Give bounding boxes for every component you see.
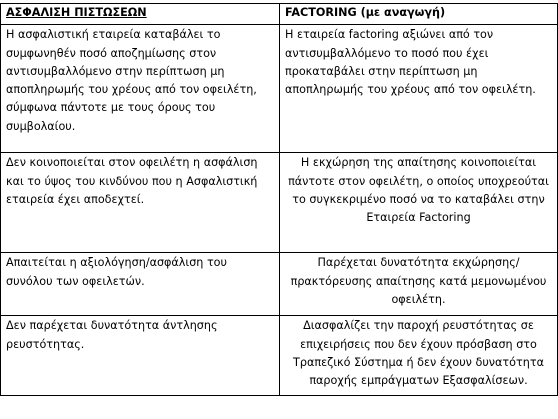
- table-row: [1, 316, 558, 396]
- table-cell-insurance: Δεν παρέχεται δυνατότητα άντλησης ρευστότητας.: [1, 316, 280, 396]
- table-cell-insurance: Η ασφαλιστική εταιρεία καταβάλει το συμφωνηθέν ποσό αποζημίωσης στον αντισυμβαλλόμενο στην περίπτωση μη αποπληρωμής του χρέους από τον οφειλέτη, σύμφωνα πάντοτε με τους όρους του συμβολαίου.: [1, 25, 280, 153]
- table-cell-factoring: Η εταιρεία factoring αξιώνει από τον αντισυμβαλλόμενο το ποσό που έχει προκαταβάλει στην περίπτωση μη αποπληρωμής του χρέους από τον οφειλέτη.: [280, 25, 558, 153]
- header-factoring-label: FACTORING (με αναγωγή): [285, 6, 446, 19]
- table-cell-factoring: Διασφαλίζει την παροχή ρευστότητας σε επιχειρήσεις που δεν έχουν πρόσβαση στο Τραπεζικό Σύστημα ή δεν έχουν δυνατότητα παροχής εμπράγματων Εξασφαλίσεων.: [280, 316, 558, 396]
- header-factoring: [280, 4, 558, 25]
- header-credit-insurance: [1, 4, 280, 25]
- table-row: [1, 25, 558, 153]
- table-row: [1, 253, 558, 316]
- table-cell-insurance: Απαιτείται η αξιολόγηση/ασφάλιση του συνόλου των οφειλετών.: [1, 253, 280, 316]
- table-cell-insurance: Δεν κοινοποιείται στον οφειλέτη η ασφάλιση και το ύψος του κινδύνου που η Ασφαλιστική εταιρεία έχει αποδεχτεί.: [1, 153, 280, 253]
- header-credit-insurance-label: ΑΣΦΑΛΙΣΗ ΠΙΣΤΩΣΕΩΝ: [6, 6, 147, 19]
- table-row: [1, 153, 558, 253]
- table-cell-factoring: Η εκχώρηση της απαίτησης κοινοποιείται πάντοτε στον οφειλέτη, ο οποίος υποχρεούται το συγκεκριμένο ποσό να το καταβάλει στην Εταιρεία Factoring: [280, 153, 558, 253]
- table-cell-factoring: Παρέχεται δυνατότητα εκχώρησης/πρακτόρευσης απαίτησης κατά μεμονωμένου οφειλέτη.: [280, 253, 558, 316]
- table-header-row: [1, 4, 558, 25]
- comparison-table: [0, 3, 558, 396]
